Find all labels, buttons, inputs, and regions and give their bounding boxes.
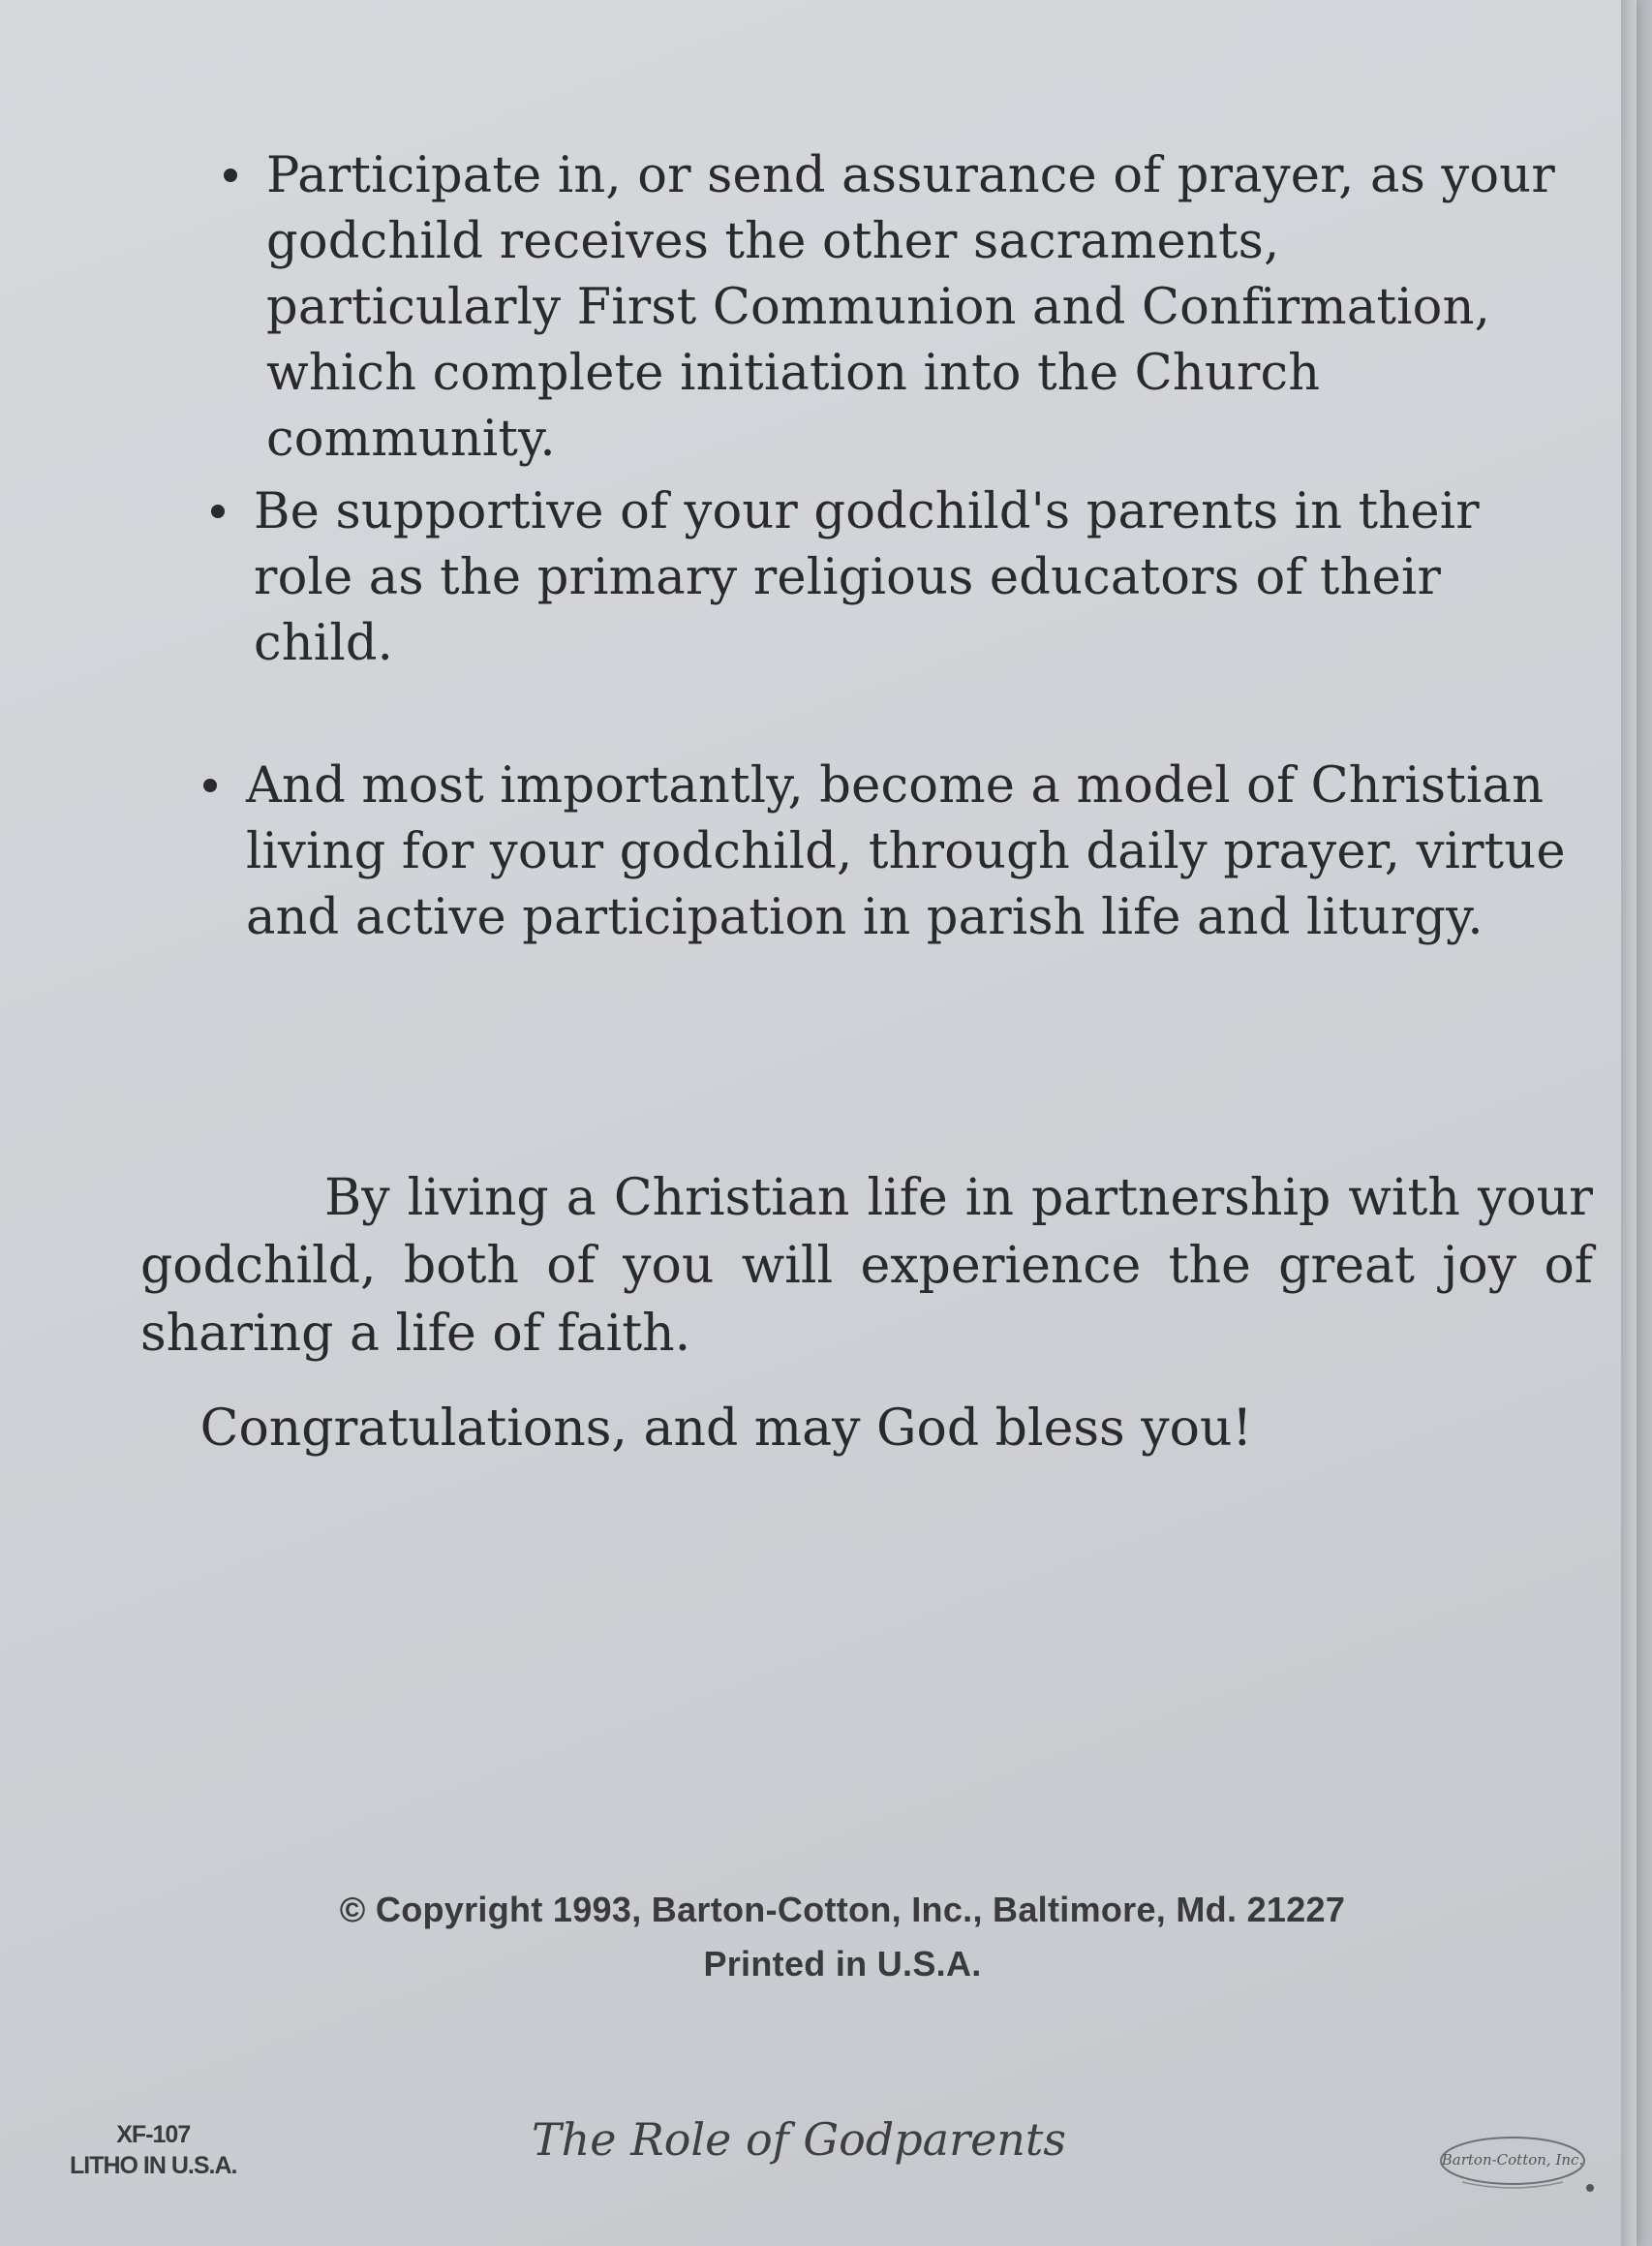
bullet-dot-icon (211, 505, 225, 518)
bullet-dot-icon (224, 169, 237, 182)
barton-cotton-logo-icon (1433, 2126, 1603, 2203)
copyright-line: © Copyright 1993, Barton-Cotton, Inc., Baltimore, Md. 21227 (339, 1890, 1346, 1929)
product-code: XF-107 (116, 2121, 191, 2148)
bullet-text-1: Participate in, or send assurance of prayer, as your godchild receives the other sacraments, particularly First Communion and Confirmation, which complete initiation into the Church community. (266, 147, 1555, 468)
closing-paragraph: By living a Christian life in partnership with your godchild, both of you will experience the great joy of sharing a life of faith. (140, 1169, 1593, 1363)
bullet-item-1 (266, 143, 1583, 473)
bullet-dot-icon (203, 779, 217, 792)
copyright-block (0, 1883, 1652, 1991)
card-edge (1621, 0, 1637, 2246)
litho-line: LITHO IN U.S.A. (70, 2152, 237, 2179)
printed-in-line: Printed in U.S.A. (703, 1944, 982, 1984)
svg-text:Barton-Cotton, Inc.: Barton-Cotton, Inc. (1441, 2151, 1584, 2169)
bullet-item-3 (246, 754, 1621, 951)
congratulations-line: Congratulations, and may God bless you! (199, 1400, 1253, 1458)
bullet-text-3: And most importantly, become a model of Christian living for your godchild, through daily prayer, virtue and active participation in parish life and liturgy. (246, 757, 1566, 946)
bullet-text-2: Be supportive of your godchild's parents in their role as the primary religious educators of their child. (254, 483, 1480, 672)
bullet-item-2 (254, 479, 1551, 677)
footer-title: The Role of Godparents (531, 2113, 1067, 2166)
